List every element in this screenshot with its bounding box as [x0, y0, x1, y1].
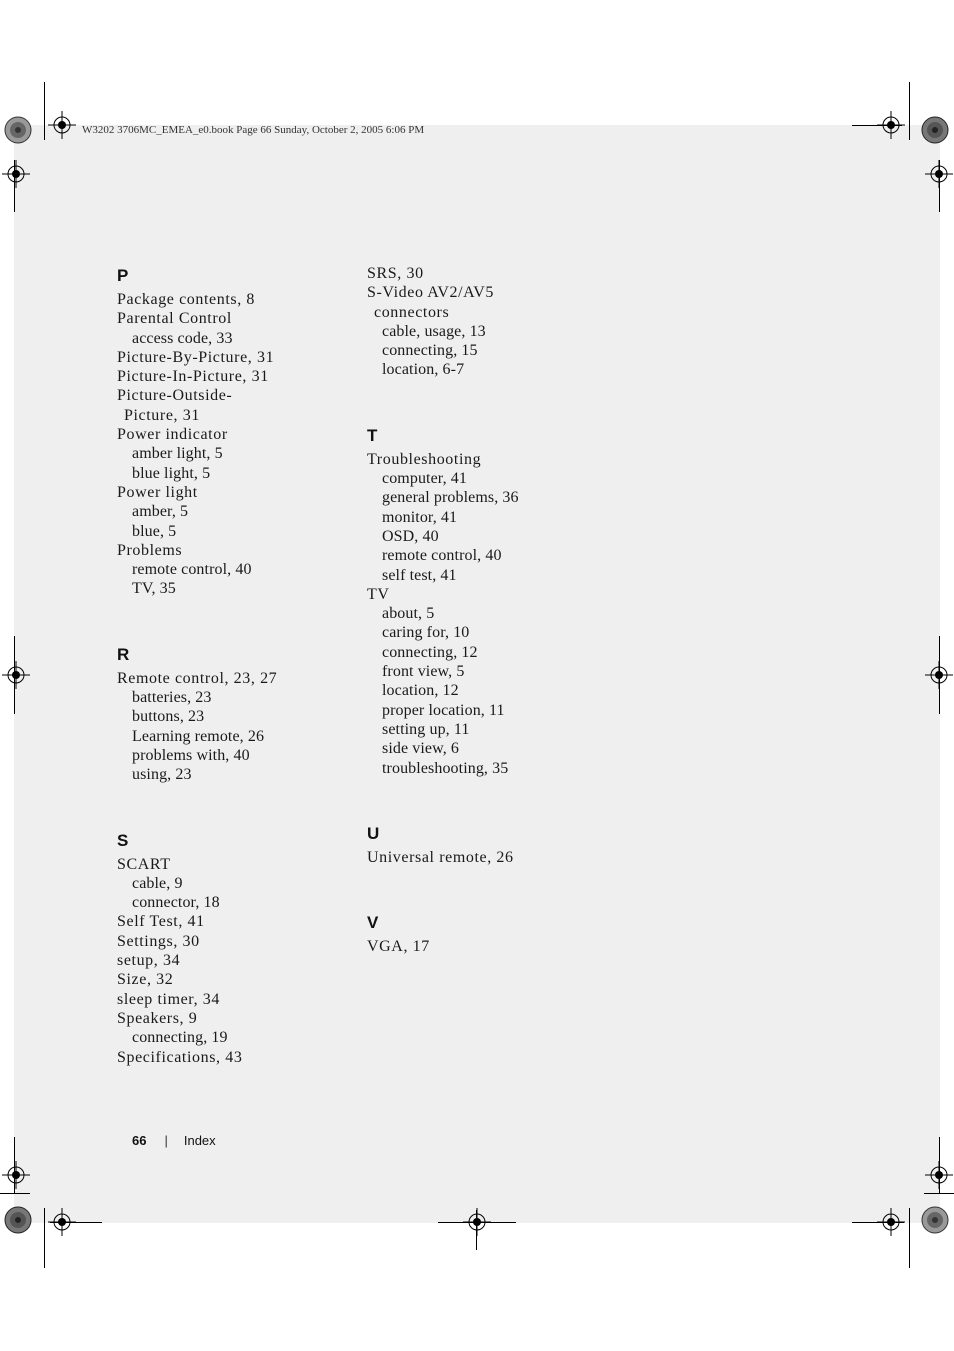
index-subentry: buttons, 23 — [132, 708, 205, 726]
section-letter-p: P — [117, 266, 129, 285]
index-entry: SRS, 30 — [367, 265, 424, 282]
index-entry: Specifications, 43 — [117, 1048, 243, 1066]
index-subentry: blue, 5 — [132, 522, 177, 540]
index-entry: Problems — [117, 541, 183, 559]
index-subentry: remote control, 40 — [132, 561, 252, 579]
page-footer — [132, 1133, 216, 1148]
crop-mark — [14, 1137, 15, 1193]
color-wheel-icon — [921, 1206, 949, 1234]
index-entry: Power light — [117, 483, 198, 501]
index-subentry: location, 12 — [382, 682, 459, 700]
crop-mark — [44, 1208, 45, 1268]
index-subentry: access code, 33 — [132, 329, 233, 347]
crop-mark — [852, 125, 902, 126]
print-slug: W3202 3706MC_EMEA_e0.book Page 66 Sunday, October 2, 2005 6:06 PM — [82, 124, 425, 136]
index-subentry: about, 5 — [382, 605, 435, 623]
index-entry: Remote control, 23, 27 — [117, 669, 278, 687]
index-entry: Parental Control — [117, 310, 232, 328]
index-subentry: cable, usage, 13 — [382, 322, 486, 340]
section-letter-r: R — [117, 644, 130, 664]
index-entry: Self Test, 41 — [117, 913, 205, 931]
index-subentry: connecting, 12 — [382, 643, 478, 661]
index-subentry: setting up, 11 — [382, 720, 470, 738]
section-letter-s: S — [117, 830, 129, 850]
index-entry: Universal remote, 26 — [367, 848, 514, 866]
footer-section-title: Index — [183, 1133, 216, 1148]
crop-mark — [852, 1222, 904, 1223]
index-subentry: TV, 35 — [132, 580, 176, 598]
index-subentry: side view, 6 — [382, 740, 460, 758]
crop-mark — [476, 1210, 477, 1250]
crop-mark — [0, 1193, 30, 1194]
section-letter-u: U — [367, 823, 380, 843]
index-subentry: caring for, 10 — [382, 624, 470, 642]
index-subentry: connecting, 15 — [382, 342, 478, 360]
index-subentry: Learning remote, 26 — [132, 727, 265, 745]
index-entry: Picture-Outside- — [117, 387, 233, 405]
crop-mark — [909, 82, 910, 140]
index-subentry: general problems, 36 — [382, 489, 519, 507]
index-subentry: remote control, 40 — [382, 547, 502, 565]
index-column-right — [367, 264, 607, 956]
index-subentry: front view, 5 — [382, 663, 465, 681]
index-subentry: monitor, 41 — [382, 508, 458, 526]
registration-mark-icon — [2, 661, 30, 689]
index-entry: SCART — [117, 855, 171, 873]
index-column-left — [117, 264, 357, 1067]
index-subentry: OSD, 40 — [382, 527, 439, 545]
crop-mark — [939, 636, 940, 714]
crop-mark — [939, 1137, 940, 1193]
crop-mark — [14, 636, 15, 714]
index-subentry: proper location, 11 — [382, 701, 505, 719]
section-letter-v: V — [367, 913, 379, 933]
index-subentry: blue light, 5 — [132, 464, 211, 482]
index-subentry: batteries, 23 — [132, 689, 212, 707]
index-entry: setup, 34 — [117, 952, 181, 970]
index-entry: Picture-In-Picture, 31 — [117, 368, 269, 386]
index-subentry: troubleshooting, 35 — [382, 759, 509, 777]
index-entry: Troubleshooting — [367, 450, 482, 468]
index-subentry: connector, 18 — [132, 894, 220, 912]
index-entry: sleep timer, 34 — [117, 990, 220, 1008]
color-wheel-icon — [921, 116, 949, 144]
crop-mark — [924, 1193, 954, 1194]
index-entry: Power indicator — [117, 426, 228, 444]
index-entry: Package contents, 8 — [117, 291, 256, 308]
index-entry-continued: connectors — [374, 303, 450, 321]
crop-mark — [939, 160, 940, 212]
index-entry: S-Video AV2/AV5 — [367, 284, 495, 302]
section-letter-t: T — [367, 425, 378, 445]
crop-mark — [50, 1222, 102, 1223]
footer-separator: | — [164, 1133, 168, 1148]
crop-mark — [438, 1222, 516, 1223]
crop-mark — [14, 160, 15, 212]
index-entry: Picture-By-Picture, 31 — [117, 348, 275, 366]
registration-mark-icon — [2, 160, 30, 188]
index-subentry: problems with, 40 — [132, 746, 250, 764]
registration-mark-icon — [2, 1161, 30, 1189]
crop-mark — [44, 82, 45, 140]
index-entry: Size, 32 — [117, 971, 174, 989]
color-wheel-icon — [4, 1206, 32, 1234]
index-entry: VGA, 17 — [367, 938, 430, 956]
index-entry: Speakers, 9 — [117, 1009, 198, 1027]
index-entry: TV — [367, 585, 390, 603]
index-subentry: amber light, 5 — [132, 445, 223, 463]
color-wheel-icon — [4, 116, 32, 144]
index-subentry: location, 6-7 — [382, 361, 465, 379]
index-subentry: computer, 41 — [382, 470, 467, 488]
crop-mark — [909, 1208, 910, 1268]
index-subentry: connecting, 19 — [132, 1029, 228, 1047]
index-subentry: cable, 9 — [132, 874, 183, 892]
index-subentry: using, 23 — [132, 766, 192, 784]
page-number: 66 — [132, 1133, 147, 1148]
registration-mark-icon — [48, 111, 76, 139]
index-entry-continued: Picture, 31 — [124, 406, 200, 424]
index-subentry: amber, 5 — [132, 503, 189, 521]
index-entry: Settings, 30 — [117, 932, 200, 950]
index-subentry: self test, 41 — [382, 566, 457, 584]
